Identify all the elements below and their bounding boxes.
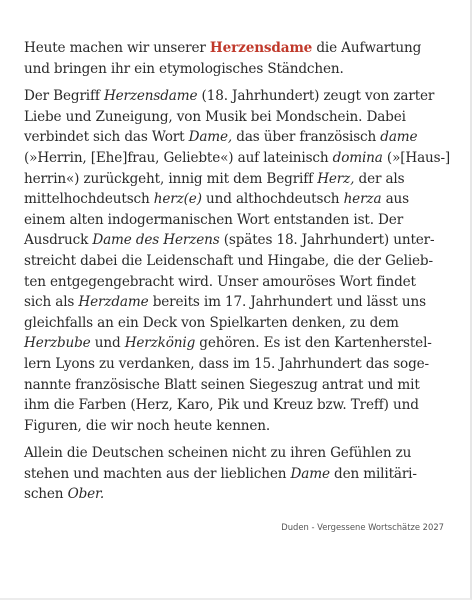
- text-run: schen: [24, 486, 68, 503]
- body-line: [24, 333, 448, 354]
- text-run: der als: [354, 170, 405, 187]
- text-run: aus: [381, 191, 409, 208]
- body-line: nannte französische Blatt seinen Siegeszug antrat und mit: [24, 376, 420, 393]
- text-run: stehen und machten aus der lieblichen: [24, 465, 291, 482]
- italic-term: Herzdame: [78, 294, 149, 311]
- body-line: [24, 292, 448, 313]
- body-line: Figuren, die wir noch heute kennen.: [24, 417, 271, 434]
- intro-text: Heute machen wir unserer: [24, 40, 210, 56]
- text-run: (spätes 18. Jahrhundert) unter-: [219, 232, 435, 249]
- body-line: lern Lyons zu verdanken, dass im 15. Jahrhundert das soge-: [24, 355, 429, 372]
- body-line: [24, 127, 448, 148]
- italic-term: Dame,: [188, 129, 233, 146]
- body-line: [24, 148, 451, 169]
- text-run: (18. Jahrhundert) zeugt von zarter: [197, 88, 435, 105]
- italic-term: herza: [343, 191, 382, 208]
- text-run: Ausdruck: [24, 232, 93, 249]
- body-line: ten entgegengebracht wird. Unser amouröses Wort findet: [24, 273, 416, 290]
- italic-term: Herz,: [317, 170, 355, 187]
- italic-term: herz(e): [153, 191, 202, 208]
- italic-term: Herzbube: [24, 335, 91, 352]
- body-line: [24, 189, 448, 210]
- text-run: bereits im 17. Jahrhundert und lässt uns: [148, 294, 426, 311]
- text-run: gehören. Es ist den Kartenherstel-: [195, 335, 432, 352]
- closing-line: [24, 464, 448, 485]
- italic-term: Herzkönig: [124, 335, 196, 352]
- body-line: einem alten indogermanischen Wort entstanden ist. Der: [24, 211, 404, 228]
- source-credit: Duden - Vergessene Wortschätze 2027: [281, 522, 444, 532]
- body-line: gleichfalls an ein Deck von Spielkarten denken, zu dem: [24, 314, 399, 331]
- body-line: ihm die Farben (Herz, Karo, Pik und Kreuz bzw. Treff) und: [24, 397, 419, 414]
- text-run: mittelhochdeutsch: [24, 191, 154, 208]
- text-run: Der Begriff: [24, 88, 104, 105]
- text-run: und: [90, 335, 125, 352]
- italic-term: Herzensdame: [103, 88, 198, 105]
- italic-term: domina: [332, 149, 383, 166]
- intro-line-2: und bringen ihr ein etymologisches Ständchen.: [24, 60, 344, 77]
- article-text: [24, 38, 451, 512]
- text-run: sich als: [24, 294, 79, 311]
- text-run: (»Herrin, [Ehe]frau, Geliebte«) auf lateinisch: [24, 149, 333, 166]
- highlighted-term: Herzensdame: [209, 40, 313, 56]
- body-line: [24, 86, 448, 107]
- italic-term: Dame: [290, 465, 330, 482]
- body-line: streicht dabei die Leidenschaft und Hingabe, die der Gelieb-: [24, 252, 433, 269]
- closing-paragraph: [24, 443, 448, 505]
- italic-term: Dame des Herzens: [92, 232, 220, 249]
- body-line: [24, 169, 448, 190]
- body-line: Liebe und Zuneigung, von Musik bei Mondschein. Dabei: [24, 108, 406, 125]
- text-run: und althochdeutsch: [201, 191, 344, 208]
- italic-term: dame: [380, 129, 418, 146]
- body-line: [24, 230, 448, 251]
- body-paragraph: [24, 86, 451, 436]
- intro-text: die Aufwartung: [312, 40, 422, 56]
- closing-line: [24, 484, 448, 505]
- closing-line: Allein die Deutschen scheinen nicht zu ihren Gefühlen zu: [24, 445, 412, 462]
- intro-line-1: [24, 38, 448, 59]
- text-run: verbindet sich das Wort: [24, 129, 189, 146]
- text-run: den militäri-: [329, 465, 417, 482]
- text-run: das über französisch: [232, 129, 381, 146]
- text-run: herrin«) zurückgeht, innig mit dem Begriff: [24, 170, 318, 187]
- intro-paragraph: [24, 38, 448, 79]
- italic-term: Ober.: [67, 486, 105, 503]
- text-run: (»[Haus-]: [382, 149, 451, 166]
